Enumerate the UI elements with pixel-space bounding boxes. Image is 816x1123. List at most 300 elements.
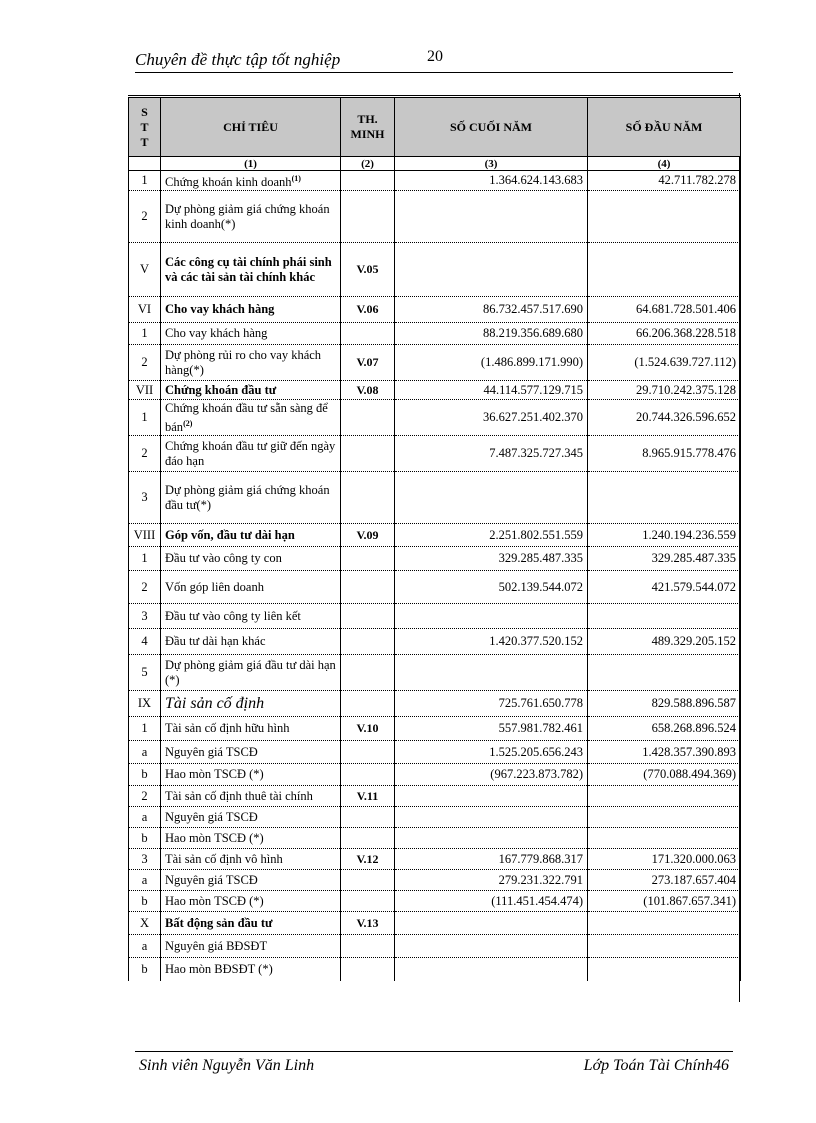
row-stt xyxy=(129,655,161,691)
table-row xyxy=(129,741,741,764)
row-note-ref xyxy=(341,935,395,958)
row-begin-year-value xyxy=(588,571,741,604)
row-stt-text: 3 xyxy=(141,490,148,505)
row-note-ref xyxy=(341,717,395,741)
row-item-name xyxy=(161,472,341,524)
row-end-year-value xyxy=(395,547,588,571)
row-begin-year-value xyxy=(588,958,741,981)
row-item-name xyxy=(161,807,341,828)
row-note-ref-text: V.10 xyxy=(356,721,379,736)
row-note-ref xyxy=(341,345,395,381)
row-item-name xyxy=(161,691,341,717)
row-item-name xyxy=(161,741,341,764)
row-end-year-value-text: (1.486.899.171.990) xyxy=(480,355,583,370)
row-stt xyxy=(129,604,161,629)
row-note-ref xyxy=(341,323,395,345)
table-row xyxy=(129,691,741,717)
row-note-ref xyxy=(341,691,395,717)
row-end-year-value xyxy=(395,604,588,629)
row-note-ref xyxy=(341,524,395,547)
row-end-year-value-text: 557.981.782.461 xyxy=(498,721,583,736)
row-item-name xyxy=(161,191,341,243)
row-note-ref xyxy=(341,472,395,524)
row-note-ref xyxy=(341,297,395,323)
table-row xyxy=(129,381,741,400)
table-row xyxy=(129,547,741,571)
row-note-ref xyxy=(341,891,395,912)
row-note-ref xyxy=(341,741,395,764)
header-begin-year: SỐ ĐẦU NĂM xyxy=(588,97,741,157)
table-row xyxy=(129,958,741,981)
row-begin-year-value xyxy=(588,828,741,849)
row-note-ref xyxy=(341,547,395,571)
row-stt-text: 3 xyxy=(141,851,148,866)
row-item-name xyxy=(161,870,341,891)
row-stt xyxy=(129,786,161,807)
row-begin-year-value xyxy=(588,935,741,958)
row-begin-year-value xyxy=(588,629,741,655)
row-note-ref xyxy=(341,828,395,849)
row-item-name-text: Dự phòng rủi ro cho vay khách hàng(*) xyxy=(165,347,322,377)
row-begin-year-value-text: 1.240.194.236.559 xyxy=(642,527,736,542)
row-item-name-text: Nguyên giá BĐSĐT xyxy=(165,938,268,953)
row-stt-text: 2 xyxy=(141,446,148,461)
row-note-ref-text: V.05 xyxy=(356,262,379,277)
table-row xyxy=(129,655,741,691)
row-end-year-value xyxy=(395,912,588,935)
row-item-name-text: Đầu tư vào công ty con xyxy=(165,551,282,566)
row-item-name-text: Tài sản cố định hữu hình xyxy=(165,721,290,736)
row-stt xyxy=(129,849,161,870)
row-end-year-value xyxy=(395,191,588,243)
row-note-ref xyxy=(341,191,395,243)
row-note-ref xyxy=(341,807,395,828)
row-item-name-text: Chứng khoán đầu tư xyxy=(165,382,277,397)
row-begin-year-value xyxy=(588,191,741,243)
row-end-year-value xyxy=(395,891,588,912)
table-row xyxy=(129,323,741,345)
row-note-ref xyxy=(341,958,395,981)
row-end-year-value-text: 725.761.650.778 xyxy=(498,696,583,711)
row-end-year-value-text: 1.525.205.656.243 xyxy=(489,744,583,759)
row-item-name-text: Tài sản cố định vô hình xyxy=(165,851,283,866)
row-stt-text: 2 xyxy=(141,209,148,224)
row-note-ref-text: V.08 xyxy=(356,382,379,397)
row-note-ref xyxy=(341,436,395,472)
row-item-name xyxy=(161,958,341,981)
row-stt-text: 4 xyxy=(141,634,148,649)
row-item-name-text: Đầu tư vào công ty liên kết xyxy=(165,608,301,623)
row-note-ref-text: V.13 xyxy=(356,915,379,930)
row-item-name-text: Dự phòng giảm giá đầu tư dài hạn (*) xyxy=(165,657,336,687)
row-note-ref xyxy=(341,764,395,786)
row-stt xyxy=(129,958,161,981)
row-begin-year-value-text: 8.965.915.778.476 xyxy=(642,446,736,461)
row-begin-year-value xyxy=(588,436,741,472)
row-note-ref-text: V.11 xyxy=(356,788,379,803)
row-stt xyxy=(129,741,161,764)
row-stt xyxy=(129,691,161,717)
row-begin-year-value-text: 20.744.326.596.652 xyxy=(636,410,736,425)
row-stt-text: a xyxy=(141,938,148,953)
column-index-4: (4) xyxy=(588,157,741,171)
row-note-ref-text: V.06 xyxy=(356,302,379,317)
row-item-name xyxy=(161,297,341,323)
row-end-year-value xyxy=(395,629,588,655)
row-item-name xyxy=(161,629,341,655)
row-item-name xyxy=(161,828,341,849)
row-item-name-text: Góp vốn, đầu tư dài hạn xyxy=(165,527,295,542)
row-stt-text: b xyxy=(141,893,148,908)
row-stt xyxy=(129,436,161,472)
row-stt xyxy=(129,828,161,849)
row-item-name-text: Cho vay khách hàng xyxy=(165,302,275,317)
row-begin-year-value xyxy=(588,524,741,547)
row-item-name xyxy=(161,764,341,786)
row-end-year-value-text: 86.732.457.517.690 xyxy=(483,302,583,317)
row-begin-year-value xyxy=(588,741,741,764)
row-begin-year-value xyxy=(588,870,741,891)
row-begin-year-value xyxy=(588,849,741,870)
row-end-year-value xyxy=(395,807,588,828)
row-end-year-value xyxy=(395,691,588,717)
row-item-name-text: Đầu tư dài hạn khác xyxy=(165,634,266,649)
row-item-name xyxy=(161,171,341,191)
row-begin-year-value xyxy=(588,171,741,191)
row-end-year-value xyxy=(395,345,588,381)
row-stt-text: 1 xyxy=(141,410,148,425)
table-row xyxy=(129,400,741,436)
table-row xyxy=(129,717,741,741)
row-item-name-text: Hao mòn TSCĐ (*) xyxy=(165,893,264,908)
row-begin-year-value-text: 66.206.368.228.518 xyxy=(636,326,736,341)
row-note-ref xyxy=(341,849,395,870)
row-note-ref xyxy=(341,400,395,436)
row-stt xyxy=(129,400,161,436)
column-index-1: (1) xyxy=(161,157,341,171)
table-row xyxy=(129,571,741,604)
row-item-name-text: Dự phòng giảm giá chứng khoán đầu tư(*) xyxy=(165,482,330,512)
row-item-name-text: Hao mòn TSCĐ (*) xyxy=(165,830,264,845)
row-begin-year-value xyxy=(588,243,741,297)
row-stt xyxy=(129,345,161,381)
row-end-year-value-text: 2.251.802.551.559 xyxy=(489,527,583,542)
row-begin-year-value xyxy=(588,472,741,524)
row-begin-year-value xyxy=(588,891,741,912)
class-name: Lớp Toán Tài Chính46 xyxy=(583,1057,729,1074)
row-stt-text: V xyxy=(139,262,150,277)
row-begin-year-value-text: 489.329.205.152 xyxy=(651,634,736,649)
row-end-year-value-text: (967.223.873.782) xyxy=(490,767,583,782)
row-stt xyxy=(129,571,161,604)
table-row xyxy=(129,764,741,786)
row-begin-year-value xyxy=(588,807,741,828)
row-end-year-value-text: (111.451.454.474) xyxy=(491,893,583,908)
row-stt xyxy=(129,891,161,912)
row-item-name xyxy=(161,381,341,400)
row-end-year-value xyxy=(395,935,588,958)
table-row xyxy=(129,807,741,828)
table-row xyxy=(129,297,741,323)
row-end-year-value xyxy=(395,243,588,297)
row-stt-text: VII xyxy=(135,382,154,397)
row-stt-text: 1 xyxy=(141,721,148,736)
row-stt-text: VI xyxy=(137,302,152,317)
table-row xyxy=(129,870,741,891)
row-item-name-text: Tài sản cố định xyxy=(165,695,265,713)
row-stt xyxy=(129,191,161,243)
row-item-name xyxy=(161,604,341,629)
table-row xyxy=(129,436,741,472)
row-stt-text: b xyxy=(141,961,148,976)
row-end-year-value-text: 279.231.322.791 xyxy=(498,872,583,887)
row-end-year-value-text: 329.285.487.335 xyxy=(498,551,583,566)
row-begin-year-value-text: (101.867.657.341) xyxy=(643,893,736,908)
table-row xyxy=(129,629,741,655)
row-item-name xyxy=(161,717,341,741)
row-end-year-value xyxy=(395,381,588,400)
table-row xyxy=(129,191,741,243)
row-begin-year-value xyxy=(588,717,741,741)
student-name: Sinh viên Nguyễn Văn Linh xyxy=(139,1057,315,1074)
row-note-ref xyxy=(341,171,395,191)
row-stt-text: 2 xyxy=(141,788,148,803)
row-stt-text: a xyxy=(141,809,148,824)
row-begin-year-value-text: 421.579.544.072 xyxy=(651,579,736,594)
row-item-name-text: Hao mòn TSCĐ (*) xyxy=(165,767,264,782)
column-index-row xyxy=(129,157,741,171)
row-end-year-value-text: 167.779.868.317 xyxy=(498,851,583,866)
row-item-name-text: Chứng khoán kinh doanh xyxy=(165,175,292,190)
table-row xyxy=(129,524,741,547)
row-note-ref-text: V.09 xyxy=(356,527,379,542)
row-end-year-value-text: 88.219.356.689.680 xyxy=(483,326,583,341)
row-item-name xyxy=(161,912,341,935)
row-item-name xyxy=(161,935,341,958)
row-stt xyxy=(129,547,161,571)
row-stt-text: IX xyxy=(137,696,152,711)
row-begin-year-value xyxy=(588,345,741,381)
row-end-year-value xyxy=(395,870,588,891)
row-begin-year-value-text: 42.711.782.278 xyxy=(658,173,736,188)
row-stt xyxy=(129,323,161,345)
row-begin-year-value xyxy=(588,381,741,400)
row-stt-text: X xyxy=(139,915,150,930)
balance-sheet-table xyxy=(128,95,741,981)
row-begin-year-value-text: 1.428.357.390.893 xyxy=(642,744,736,759)
row-begin-year-value-text: 273.187.657.404 xyxy=(651,872,736,887)
header-note: TH. MINH xyxy=(341,97,395,157)
row-stt-text: 2 xyxy=(141,355,148,370)
row-end-year-value xyxy=(395,171,588,191)
row-end-year-value xyxy=(395,741,588,764)
table-row xyxy=(129,849,741,870)
row-item-name-text: Các công cụ tài chính phái sinh và các tài sản tài chính khác xyxy=(165,254,332,284)
row-note-ref xyxy=(341,571,395,604)
row-item-name xyxy=(161,849,341,870)
row-note-ref xyxy=(341,604,395,629)
table-header-row xyxy=(129,97,741,157)
table-row xyxy=(129,171,741,191)
row-item-name xyxy=(161,891,341,912)
table-body xyxy=(129,171,741,981)
row-stt xyxy=(129,629,161,655)
row-item-name-text: Hao mòn BĐSĐT (*) xyxy=(165,961,273,976)
row-note-ref-text: V.12 xyxy=(356,851,379,866)
row-item-name xyxy=(161,655,341,691)
row-stt-text: 1 xyxy=(141,173,148,188)
row-end-year-value-text: 7.487.325.727.345 xyxy=(489,446,583,461)
row-end-year-value xyxy=(395,786,588,807)
table-row xyxy=(129,472,741,524)
row-begin-year-value xyxy=(588,912,741,935)
column-index-2: (2) xyxy=(341,157,395,171)
row-begin-year-value-text: 171.320.000.063 xyxy=(651,851,736,866)
row-begin-year-value xyxy=(588,786,741,807)
row-end-year-value xyxy=(395,323,588,345)
row-item-name xyxy=(161,547,341,571)
row-stt-text: b xyxy=(141,830,148,845)
row-end-year-value xyxy=(395,400,588,436)
footnote-marker: (2) xyxy=(183,418,193,428)
row-end-year-value-text: 44.114.577.129.715 xyxy=(483,382,583,397)
table-row xyxy=(129,243,741,297)
row-stt-text: a xyxy=(141,872,148,887)
table-row xyxy=(129,345,741,381)
row-stt xyxy=(129,297,161,323)
row-end-year-value xyxy=(395,472,588,524)
row-note-ref-text: V.07 xyxy=(356,355,379,370)
row-begin-year-value xyxy=(588,764,741,786)
row-item-name xyxy=(161,345,341,381)
row-item-name-text: Nguyên giá TSCĐ xyxy=(165,872,258,887)
row-stt xyxy=(129,717,161,741)
row-item-name-text: Dự phòng giảm giá chứng khoán kinh doanh(*) xyxy=(165,201,330,231)
header-stt-text: S T T xyxy=(140,104,149,149)
table-row xyxy=(129,828,741,849)
row-end-year-value xyxy=(395,436,588,472)
row-note-ref xyxy=(341,870,395,891)
row-item-name xyxy=(161,524,341,547)
row-item-name xyxy=(161,436,341,472)
row-item-name-text: Bất động sản đầu tư xyxy=(165,915,273,930)
row-end-year-value-text: 502.139.544.072 xyxy=(498,579,583,594)
column-index-3: (3) xyxy=(395,157,588,171)
page-number: 20 xyxy=(427,48,443,65)
row-end-year-value-text: 1.420.377.520.152 xyxy=(489,634,583,649)
row-stt-text: 1 xyxy=(141,551,148,566)
row-item-name xyxy=(161,323,341,345)
row-begin-year-value xyxy=(588,604,741,629)
table-row xyxy=(129,935,741,958)
column-index-blank xyxy=(129,157,161,171)
header-item: CHỈ TIÊU xyxy=(161,97,341,157)
row-begin-year-value-text: 64.681.728.501.406 xyxy=(636,302,736,317)
row-item-name xyxy=(161,786,341,807)
row-end-year-value xyxy=(395,958,588,981)
row-begin-year-value-text: 658.268.896.524 xyxy=(651,721,736,736)
row-stt xyxy=(129,764,161,786)
row-stt xyxy=(129,524,161,547)
page-header xyxy=(135,46,733,73)
row-item-name-text: Nguyên giá TSCĐ xyxy=(165,809,258,824)
header-end-year: SỐ CUỐI NĂM xyxy=(395,97,588,157)
row-stt xyxy=(129,243,161,297)
row-end-year-value xyxy=(395,571,588,604)
row-end-year-value-text: 1.364.624.143.683 xyxy=(489,173,583,188)
row-begin-year-value xyxy=(588,655,741,691)
row-stt xyxy=(129,807,161,828)
row-stt-text: VIII xyxy=(133,527,156,542)
row-item-name-text: Cho vay khách hàng xyxy=(165,326,268,341)
row-stt xyxy=(129,935,161,958)
row-begin-year-value-text: 829.588.896.587 xyxy=(651,696,736,711)
row-end-year-value xyxy=(395,828,588,849)
row-stt xyxy=(129,472,161,524)
row-begin-year-value-text: 329.285.487.335 xyxy=(651,551,736,566)
row-item-name xyxy=(161,243,341,297)
row-begin-year-value-text: (1.524.639.727.112) xyxy=(634,355,736,370)
row-note-ref xyxy=(341,912,395,935)
table-row xyxy=(129,912,741,935)
row-begin-year-value xyxy=(588,323,741,345)
row-stt xyxy=(129,171,161,191)
row-note-ref xyxy=(341,629,395,655)
row-stt xyxy=(129,870,161,891)
row-end-year-value xyxy=(395,524,588,547)
row-note-ref xyxy=(341,381,395,400)
row-begin-year-value xyxy=(588,400,741,436)
row-item-name xyxy=(161,400,341,436)
row-note-ref xyxy=(341,655,395,691)
row-end-year-value xyxy=(395,764,588,786)
document-title: Chuyên đề thực tập tốt nghiệp xyxy=(135,50,341,69)
table-row xyxy=(129,786,741,807)
row-end-year-value xyxy=(395,655,588,691)
row-item-name-text: Chứng khoán đầu tư giữ đến ngày đáo hạn xyxy=(165,438,336,468)
page-footer xyxy=(135,1051,733,1074)
row-note-ref xyxy=(341,243,395,297)
row-begin-year-value xyxy=(588,691,741,717)
row-stt-text: 3 xyxy=(141,608,148,623)
table-row xyxy=(129,891,741,912)
row-item-name xyxy=(161,571,341,604)
row-begin-year-value xyxy=(588,547,741,571)
row-note-ref xyxy=(341,786,395,807)
row-begin-year-value-text: 29.710.242.375.128 xyxy=(636,382,736,397)
footnote-marker: (1) xyxy=(291,174,301,183)
row-item-name-text: Vốn góp liên doanh xyxy=(165,579,264,594)
row-item-name-text: Tài sản cố định thuê tài chính xyxy=(165,788,313,803)
row-stt xyxy=(129,912,161,935)
row-stt-text: 5 xyxy=(141,665,148,680)
row-end-year-value-text: 36.627.251.402.370 xyxy=(483,410,583,425)
row-end-year-value xyxy=(395,717,588,741)
row-begin-year-value-text: (770.088.494.369) xyxy=(643,767,736,782)
row-stt-text: b xyxy=(141,767,148,782)
row-begin-year-value xyxy=(588,297,741,323)
row-stt-text: 1 xyxy=(141,326,148,341)
table-row xyxy=(129,604,741,629)
row-end-year-value xyxy=(395,849,588,870)
header-stt xyxy=(129,97,161,157)
row-item-name-text: Nguyên giá TSCĐ xyxy=(165,744,258,759)
row-item-name-text: Chứng khoán đầu tư sẵn sàng để bán xyxy=(165,400,328,434)
row-stt xyxy=(129,381,161,400)
row-stt-text: a xyxy=(141,744,148,759)
row-end-year-value xyxy=(395,297,588,323)
row-stt-text: 2 xyxy=(141,579,148,594)
